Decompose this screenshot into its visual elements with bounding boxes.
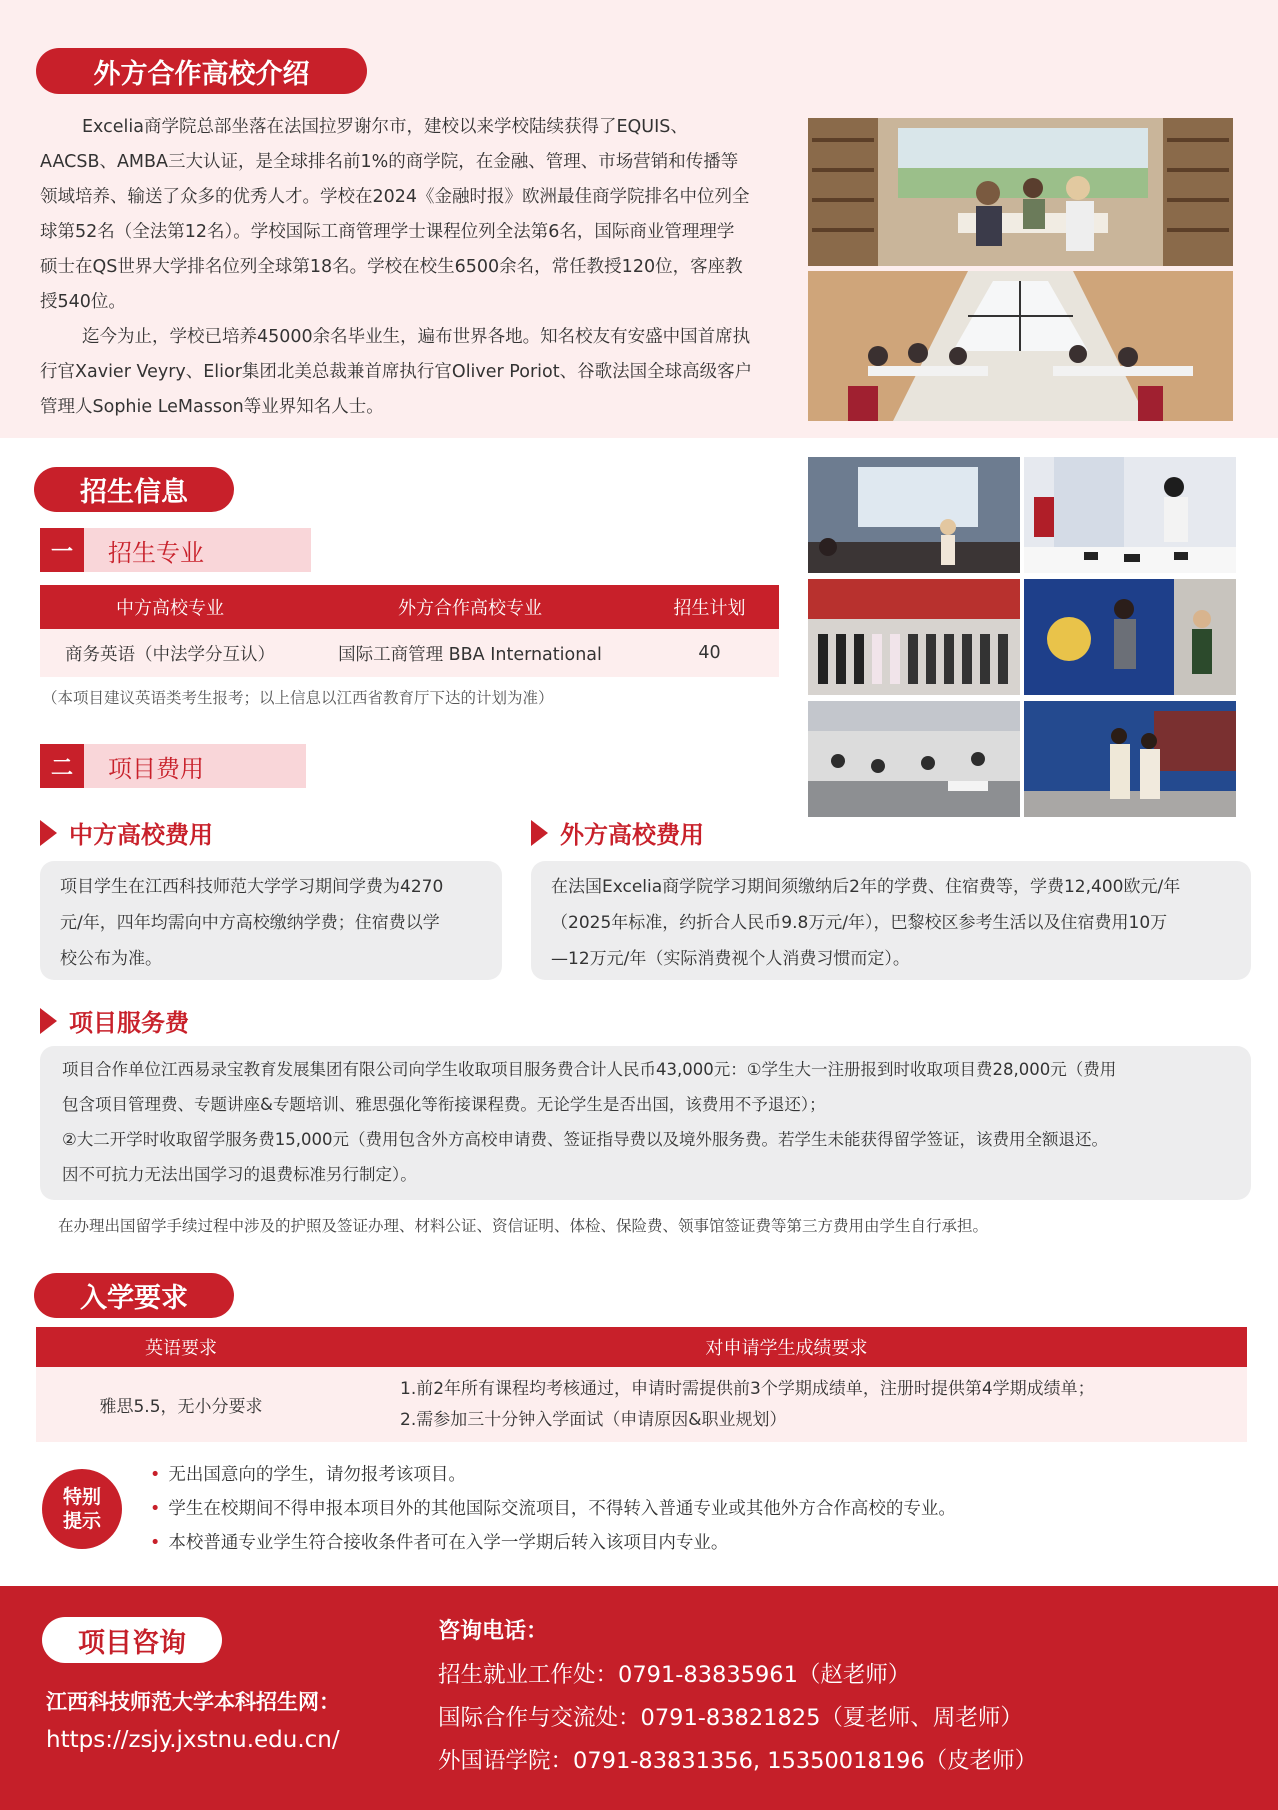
column-header: 招生计划 — [640, 585, 779, 629]
intro-paragraph-1 — [40, 110, 780, 425]
fee-line: 项目学生在江西科技师范大学学习期间学费为4270 — [60, 877, 444, 897]
fee-line: 因不可抗力无法出国学习的退费标准另行制定）。 — [62, 1165, 417, 1184]
service-fee-title: 项目服务费 — [69, 1009, 189, 1037]
table-header-row — [36, 1327, 1247, 1367]
section-label: 项目费用 — [84, 744, 306, 788]
intro-line: 行官Xavier Veyry、Elior集团北美总裁兼首席执行官Oliver Poriot、谷歌法国全球高级客户 — [40, 362, 753, 382]
table-header-row — [40, 585, 779, 629]
foreign-fee-box — [531, 861, 1251, 980]
fee-line: —12万元/年（实际消费视个人消费习惯而定）。 — [551, 949, 910, 969]
tip-text: 无出国意向的学生，请勿报考该项目。 — [168, 1465, 466, 1485]
requirements-table — [36, 1327, 1247, 1442]
intro-title: 外方合作高校介绍 — [36, 48, 367, 94]
requirements-title: 入学要求 — [34, 1273, 234, 1318]
list-item: • 本校普通专业学生符合接收条件者可在入学一学期后转入该项目内专业。 — [150, 1533, 729, 1553]
phone-label: 咨询电话： — [438, 1619, 549, 1644]
grade-requirement — [326, 1367, 1247, 1442]
classroom-photo — [808, 271, 1233, 421]
list-item: • 学生在校期间不得申报本项目外的其他国际交流项目，不得转入普通专业或其他外方合作高校的专业。 — [150, 1499, 956, 1519]
column-header: 对申请学生成绩要求 — [326, 1327, 1247, 1367]
cn-fee-header — [40, 815, 213, 850]
section-number: 一 — [40, 528, 84, 572]
intro-line: AACSB、AMBA三大认证，是全球排名前1%的商学院，在金融、管理、市场营销和传播等 — [40, 152, 739, 172]
intro-line: 球第52名（全法第12名）。学校国际工商管理学士课程位列全法第6名，国际商业管理理学 — [40, 222, 735, 242]
majors-subheader — [40, 528, 311, 572]
foreign-fee-title: 外方高校费用 — [560, 821, 704, 849]
fee-line: 项目合作单位江西易录宝教育发展集团有限公司向学生收取项目服务费合计人民币43,000元：①学生大一注册报到时收取项目费28,000元（费用 — [62, 1060, 1117, 1079]
intro-line: 领域培养、输送了众多的优秀人才。学校在2024《金融时报》欧洲最佳商学院排名中位列全 — [40, 187, 750, 207]
column-header: 英语要求 — [36, 1327, 326, 1367]
fee-line: 在法国Excelia商学院学习期间须缴纳后2年的学费、住宿费等，学费12,400欧元/年 — [551, 877, 1181, 897]
triangle-icon — [531, 820, 548, 846]
fee-line: （2025年标准，约折合人民币9.8万元/年），巴黎校区参考生活以及住宿费用10万 — [551, 913, 1168, 933]
admission-site-label: 江西科技师范大学本科招生网： — [46, 1690, 340, 1714]
event-photo-performance — [1024, 579, 1236, 695]
event-photo-group — [808, 579, 1020, 695]
phone-line: 国际合作与交流处：0791-83821825（夏老师、周老师） — [438, 1705, 1023, 1731]
badge-line: 特别 — [62, 1486, 101, 1508]
intro-line: 硕士在QS世界大学排名位列全球第18名。学校在校生6500余名，常任教授120位，客座教 — [40, 257, 743, 277]
event-photo-hall — [808, 701, 1020, 817]
table-cell: 40 — [640, 629, 779, 677]
third-party-fee-note: 在办理出国留学手续过程中涉及的护照及签证办理、材料公证、资信证明、体检、保险费、领事馆签证费等第三方费用由学生自行承担。 — [58, 1217, 989, 1235]
fee-line: 元/年，四年均需向中方高校缴纳学费；住宿费以学 — [60, 913, 440, 933]
english-requirement: 雅思5.5，无小分要求 — [36, 1367, 326, 1442]
list-item: • 无出国意向的学生，请勿报考该项目。 — [150, 1465, 466, 1485]
fee-line: 校公布为准。 — [60, 949, 162, 969]
tip-text: 学生在校期间不得申报本项目外的其他国际交流项目，不得转入普通专业或其他外方合作高校的专业。 — [168, 1499, 956, 1519]
intro-line: Excelia商学院总部坐落在法国拉罗谢尔市，建校以来学校陆续获得了EQUIS、 — [82, 117, 688, 137]
library-study-photo — [808, 118, 1233, 266]
grade-line: 1.前2年所有课程均考核通过，申请时需提供前3个学期成绩单，注册时提供第4学期成绩单； — [400, 1378, 1095, 1399]
fee-line: ②大二开学时收取留学服务费15,000元（费用包含外方高校申请费、签证指导费以及境外服务费。若学生未能获得留学签证，该费用全额退还。 — [62, 1130, 1109, 1149]
enroll-title: 招生信息 — [34, 467, 234, 512]
intro-line: 授540位。 — [40, 292, 126, 312]
phone-list — [438, 1654, 1037, 1783]
majors-note: （本项目建议英语类考生报考；以上信息以江西省教育厅下达的计划为准） — [42, 689, 554, 707]
event-photo-presentation — [808, 457, 1020, 573]
phone-line: 招生就业工作处：0791-83835961（赵老师） — [438, 1662, 911, 1688]
section-label: 招生专业 — [84, 528, 311, 572]
cn-fee-title: 中方高校费用 — [69, 821, 213, 849]
admission-site-link[interactable]: https://zsjy.jxstnu.edu.cn/ — [46, 1727, 340, 1753]
triangle-icon — [40, 820, 57, 846]
foreign-fee-header — [531, 815, 704, 850]
table-cell: 商务英语（中法学分互认） — [40, 629, 300, 677]
table-row — [36, 1367, 1247, 1442]
triangle-icon — [40, 1008, 57, 1034]
column-header: 中方高校专业 — [40, 585, 300, 629]
fees-subheader — [40, 744, 306, 788]
section-number: 二 — [40, 744, 84, 788]
column-header: 外方合作高校专业 — [300, 585, 640, 629]
fee-line: 包含项目管理费、专题讲座&专题培训、雅思强化等衔接课程费。无论学生是否出国，该费用不予退还）； — [62, 1095, 826, 1114]
grade-line: 2.需参加三十分钟入学面试（申请原因&职业规划） — [400, 1409, 787, 1430]
service-fee-header — [40, 1003, 189, 1038]
intro-line: 迄今为止，学校已培养45000余名毕业生，遍布世界各地。知名校友有安盛中国首席执 — [82, 327, 751, 347]
phone-line: 外国语学院：0791-83831356, 15350018196（皮老师） — [438, 1748, 1038, 1774]
event-photo-calligraphy — [1024, 457, 1236, 573]
badge-line: 提示 — [62, 1510, 101, 1532]
table-cell: 国际工商管理 BBA International — [300, 629, 640, 677]
intro-line: 管理人Sophie LeMasson等业界知名人士。 — [40, 397, 384, 417]
majors-table — [40, 585, 779, 677]
consult-title: 项目咨询 — [42, 1617, 222, 1663]
tip-text: 本校普通专业学生符合接收条件者可在入学一学期后转入该项目内专业。 — [168, 1533, 729, 1553]
cn-fee-box — [40, 861, 502, 980]
special-tip-badge — [42, 1469, 122, 1549]
event-photo-dance — [1024, 701, 1236, 817]
table-row — [40, 629, 779, 677]
tips-list — [150, 1458, 956, 1560]
service-fee-box — [40, 1046, 1251, 1200]
